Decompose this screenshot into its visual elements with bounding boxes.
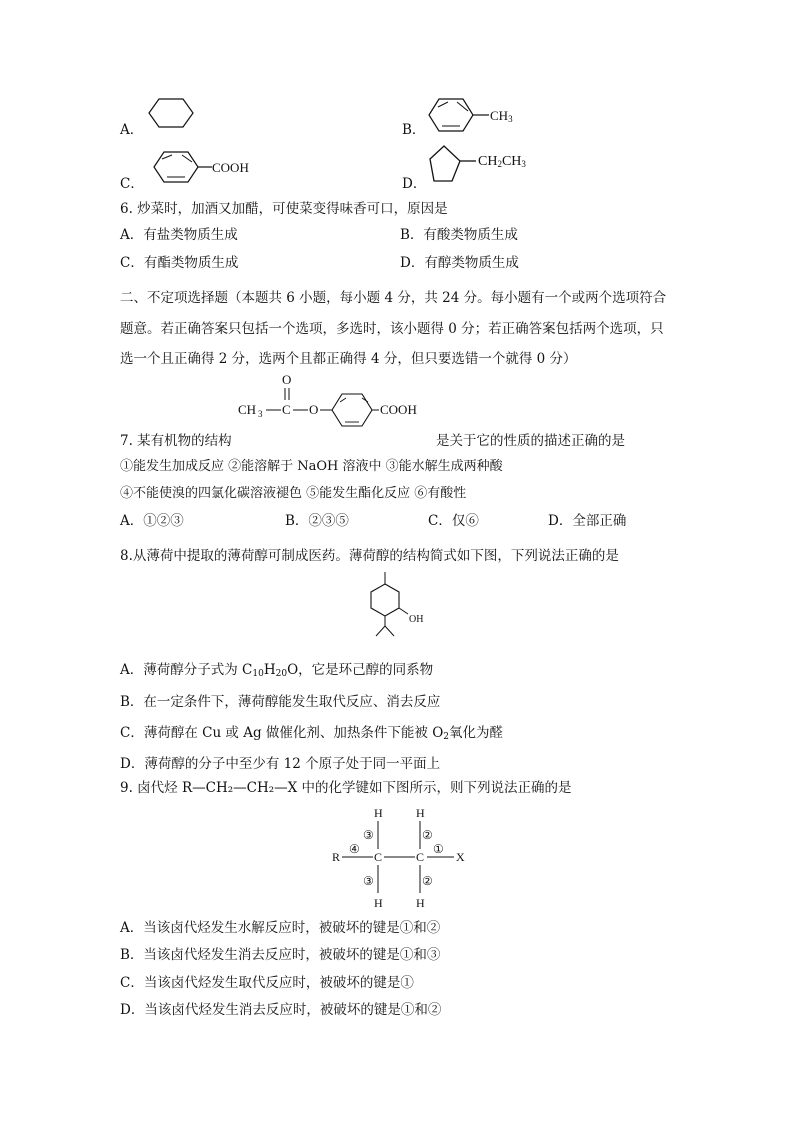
h-bottom-left: H [374, 896, 383, 910]
q9-stem: 9. 卤代烃 R—CH₂—CH₂—X 中的化学键如下图所示，则下列说法正确的是 [120, 780, 572, 796]
haloalkane-bond-diagram [330, 803, 480, 913]
q8-option-d: D．薄荷醇的分子中至少有 12 个原子处于同一平面上 [120, 756, 441, 772]
carbon-right: C [416, 850, 425, 864]
q7-stem-right: 是关于它的性质的描述正确的是 [436, 433, 625, 449]
q8-stem: 8.从薄荷中提取的薄荷醇可制成医药。薄荷醇的结构简式如下图，下列说法正确的是 [120, 548, 619, 564]
q5-option-a-label: A． [120, 122, 144, 138]
benzoic-acid-cooh-group: COOH [212, 160, 249, 175]
bond-label-1: ① [433, 842, 444, 856]
q7-option-d: D．全部正确 [548, 513, 627, 529]
h-top-left: H [374, 806, 383, 820]
q6-option-b: B．有酸类物质生成 [400, 227, 518, 243]
q9-option-d: D．当该卤代烃发生消去反应时，被破坏的键是①和② [120, 1002, 442, 1018]
q8-option-b: B．在一定条件下，薄荷醇能发生取代反应、消去反应 [120, 694, 441, 710]
q7-carbonyl-c: C [282, 402, 291, 417]
menthol-oh: OH [409, 614, 424, 625]
q6-stem: 6. 炒菜时，加酒又加醋，可使菜变得味香可口，原因是 [120, 201, 448, 217]
q8-option-c: C．薄荷醇在 Cu 或 Ag 做催化剂、加热条件下能被 $O_2$氧化为醛 [120, 725, 504, 742]
q7-option-b: B．②③⑤ [285, 513, 349, 529]
menthol-structure [368, 570, 438, 642]
q7-ester-o: O [309, 402, 319, 417]
h-bottom-right: H [416, 896, 425, 910]
q7-ester-acid-structure [236, 370, 436, 436]
q7-properties-2: ④不能使溴的四氯化碳溶液褪色 ⑤能发生酯化反应 ⑥有酸性 [120, 486, 467, 501]
r-group: R [332, 850, 341, 864]
q6-option-a: A．有盐类物质生成 [120, 227, 238, 243]
q5-option-c-label: C． [120, 176, 144, 192]
q9-option-a: A．当该卤代烃发生水解反应时，被破坏的键是①和② [120, 920, 441, 936]
bond-label-4: ④ [349, 842, 360, 856]
bond-label-3-top: ③ [363, 828, 374, 842]
q6-option-d: D．有醇类物质生成 [400, 255, 519, 271]
q7-properties-1: ①能发生加成反应 ②能溶解于 NaOH 溶液中 ③能水解生成两种酸 [120, 459, 503, 474]
halogen-x: X [456, 850, 465, 864]
q7-option-a: A．①②③ [120, 513, 184, 529]
carbon-left: C [374, 850, 383, 864]
h-top-right: H [416, 806, 425, 820]
q9-option-c: C．当该卤代烃发生取代反应时，被破坏的键是① [120, 975, 414, 991]
section2-line1: 二、不定项选择题（本题共 6 小题，每小题 4 分，共 24 分。每小题有一个或两个选项符合 [120, 290, 667, 306]
q9-option-b: B．当该卤代烃发生消去反应时，被破坏的键是①和③ [120, 947, 441, 963]
q7-methyl-sub: 3 [258, 409, 263, 419]
q7-carbonyl-o: O [282, 372, 292, 387]
q7-option-c: C．仅⑥ [428, 513, 479, 529]
q5-option-b-label: B． [402, 122, 426, 138]
cyclohexane-structure [145, 96, 205, 136]
q6-option-c: C．有酯类物质生成 [120, 255, 239, 271]
section2-line2: 题意。若正确答案只包括一个选项，多选时，该小题得 0 分；若正确答案包括两个选项，只 [120, 321, 664, 337]
q8-option-a: A．薄荷醇分子式为 $C_{10}H_{20}O$，它是环己醇的同系物 [120, 662, 434, 679]
q5-option-d-label: D． [402, 176, 427, 192]
section2-line3: 选一个且正确得 2 分，选两个且都正确得 4 分，但只要选错一个就得 0 分） [120, 351, 577, 367]
q7-cooh: COOH [380, 402, 417, 417]
bond-label-3-bottom: ③ [363, 874, 374, 888]
ethylcyclopentane-ethyl-group: $CH_2CH_3$ [478, 154, 526, 169]
bond-label-2-top: ② [422, 828, 433, 842]
toluene-ch3-group: $CH_3$ [490, 108, 513, 124]
q7-methyl-ch: CH [238, 402, 257, 417]
bond-label-2-bottom: ② [422, 874, 433, 888]
q7-stem-left: 7. 某有机物的结构 [120, 433, 232, 449]
